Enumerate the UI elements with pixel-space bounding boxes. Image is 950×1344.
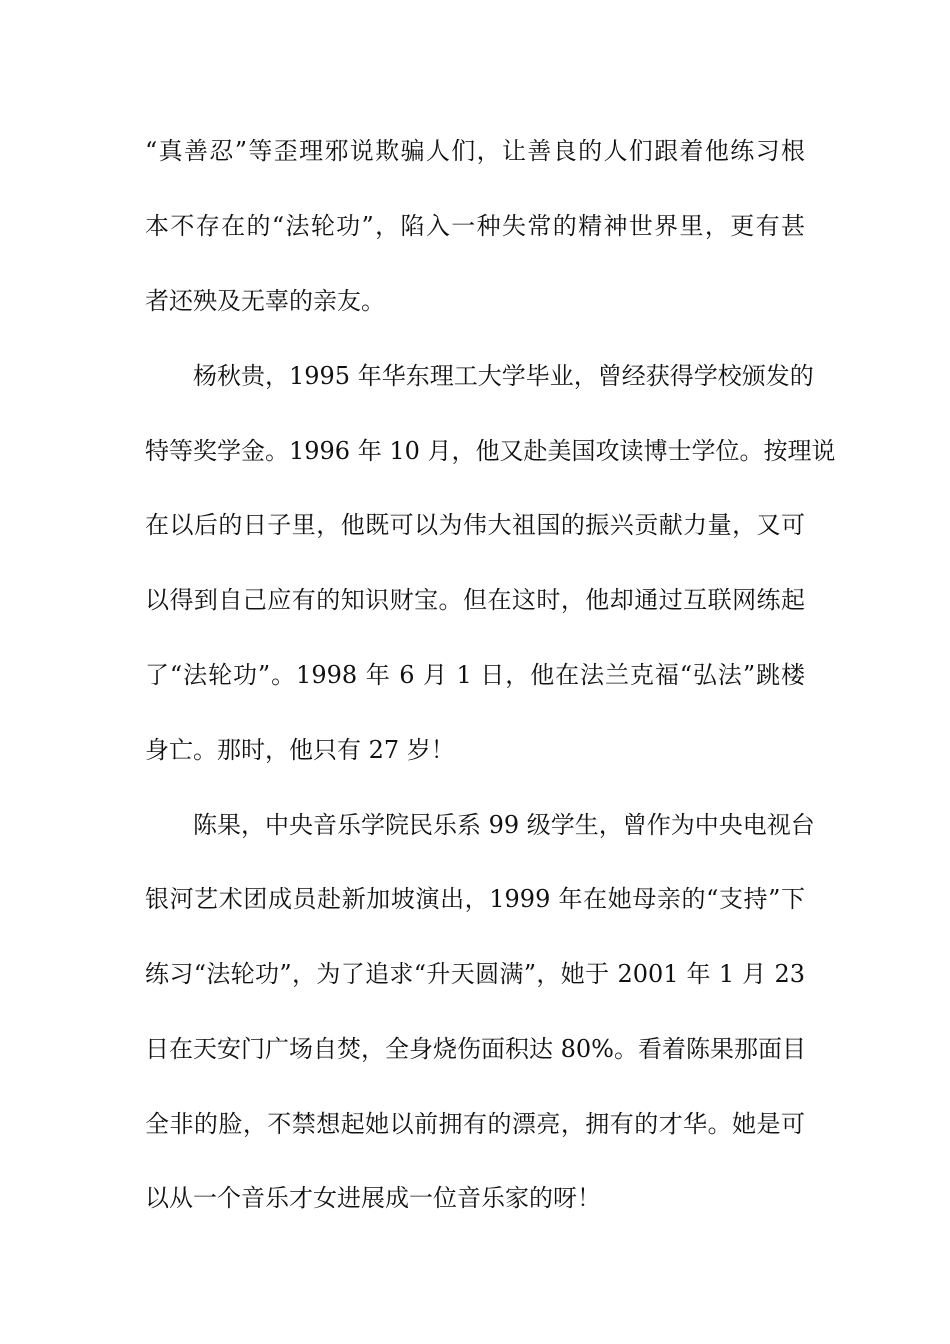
paragraph-3-line-5: 全非的脸，不禁想起她以前拥有的漂亮，拥有的才华。她是可 (145, 1110, 805, 1138)
paragraph-2-line-5: 了“法轮功”。1998 年 6 月 1 日，他在法兰克福“弘法”跳楼 (145, 661, 805, 689)
paragraph-1-line-1: “真善忍”等歪理邪说欺骗人们，让善良的人们跟着他练习根 (145, 137, 805, 165)
paragraph-3-line-1: 陈果，中央音乐学院民乐系 99 级学生，曾作为中央电视台 (193, 811, 815, 839)
paragraph-1-line-2: 本不存在的“法轮功”，陷入一种失常的精神世界里，更有甚 (145, 212, 805, 240)
paragraph-2-line-6: 身亡。那时，他只有 27 岁！ (145, 736, 455, 764)
paragraph-2-line-1: 杨秋贵，1995 年华东理工大学毕业，曾经获得学校颁发的 (193, 362, 814, 390)
paragraph-3-line-6: 以从一个音乐才女进展成一位音乐家的呀！ (145, 1184, 601, 1212)
paragraph-3-line-4: 日在天安门广场自焚，全身烧伤面积达 80%。看着陈果那面目 (145, 1035, 806, 1063)
paragraph-3-line-2: 银河艺术团成员赴新加坡演出，1999 年在她母亲的“支持”下 (145, 885, 805, 913)
paragraph-2-line-3: 在以后的日子里，他既可以为伟大祖国的振兴贡献力量，又可 (145, 511, 805, 539)
paragraph-2-line-2: 特等奖学金。1996 年 10 月，他又赴美国攻读博士学位。按理说 (145, 437, 836, 465)
paragraph-1-line-3: 者还殃及无辜的亲友。 (145, 287, 385, 315)
paragraph-3-line-3: 练习“法轮功”，为了追求“升天圆满”，她于 2001 年 1 月 23 (145, 960, 805, 988)
paragraph-2-line-4: 以得到自己应有的知识财宝。但在这时，他却通过互联网练起 (145, 586, 805, 614)
